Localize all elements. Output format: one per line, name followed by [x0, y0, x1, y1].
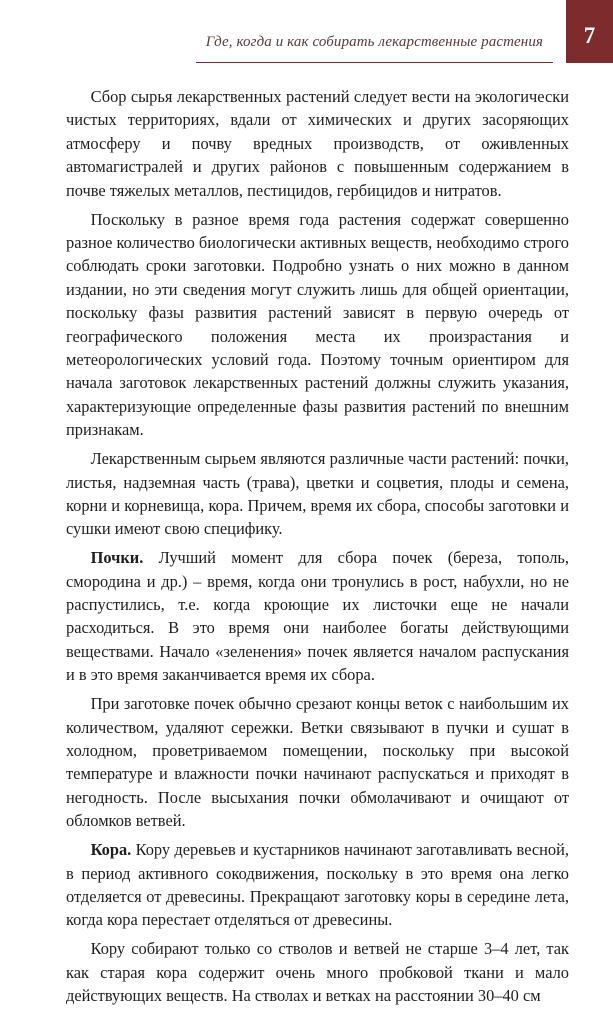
paragraph-text: Кору собирают только со стволов и ветвей не старше 3–4 лет, так как старая кора содержит очень много пробковой ткани и мало действующих веществ. На стволах и ветках на расстоянии 30–40 см: [66, 939, 569, 1006]
paragraph: [66, 838, 569, 932]
paragraph: [66, 937, 569, 1007]
page-number: 7: [583, 23, 596, 48]
paragraph-text: Поскольку в разное время года растения содержат совершенно разное количество биологически активных веществ, необходимо строго соблюдать сроки заготовки. Подробно узнать о них можно в данном издании, но эти сведения могут служить лишь для общей ориентации, поскольку фазы развития растений зависят в первую очередь от географического положения места их произрастания и метеорологических условий года. Поэтому точным ориентиром для начала заготовок лекарственных растений должны служить указания, характеризующие определенные фазы развития растений по внешним признакам.: [66, 209, 569, 440]
page-number-tab: [566, 0, 613, 63]
paragraph-text: Лекарственным сырьем являются различные части растений: почки, листья, надземная часть (трава), цветки и соцветия, плоды и семена, корни и корневища, кора. Причем, время их сбора, способы заготовки и сушки имеют свою специфику.: [66, 449, 569, 539]
running-header-title: Где, когда и как собирать лекарственные растения: [205, 34, 543, 50]
paragraph: [66, 692, 569, 832]
section-lead-buds: Почки.: [90, 548, 144, 568]
header-divider: [196, 62, 553, 63]
paragraph: [66, 447, 569, 541]
section-lead-bark: Кора.: [90, 840, 132, 860]
paragraph: [66, 208, 569, 442]
paragraph-text: При заготовке почек обычно срезают концы веток с наибольшим их количеством, удаляют сережки. Ветки связывают в пучки и сушат в холодном, проветриваемом помещении, поскольку при высокой температуре и влажности почки начинают распускаться и приходят в негодность. После высыхания почки обмолачивают и очищают от обломков ветвей.: [66, 694, 569, 831]
paragraph-text: Кору деревьев и кустарников начинают заготавливать весной, в период активного сокодвижения, поскольку в это время она легко отделяется от древесины. Прекращают заготовку коры в середине лета, когда кора перестает отделяться от древесины.: [66, 840, 569, 930]
paragraph: [66, 546, 569, 686]
paragraph: [66, 85, 569, 202]
running-header: [0, 0, 613, 64]
paragraph-text: Лучший момент для сбора почек (береза, тополь, смородина и др.) – время, когда они тронулись в рост, набухли, но не распустились, т.е. когда кроющие их листочки еще не начали расходиться. В это время они наиболее богаты действующими веществами. Начало «зеленения» почек является началом распускания и в это время заканчивается время их сбора.: [66, 548, 569, 685]
paragraph-text: Сбор сырья лекарственных растений следует вести на экологически чистых территориях, вдали от химических и других засоряющих атмосферу и почву вредных производств, от оживленных автомагистралей и других районов с повышенным содержанием в почве тяжелых металлов, пестицидов, гербицидов и нитратов.: [66, 87, 569, 200]
page-body: [66, 85, 569, 1013]
